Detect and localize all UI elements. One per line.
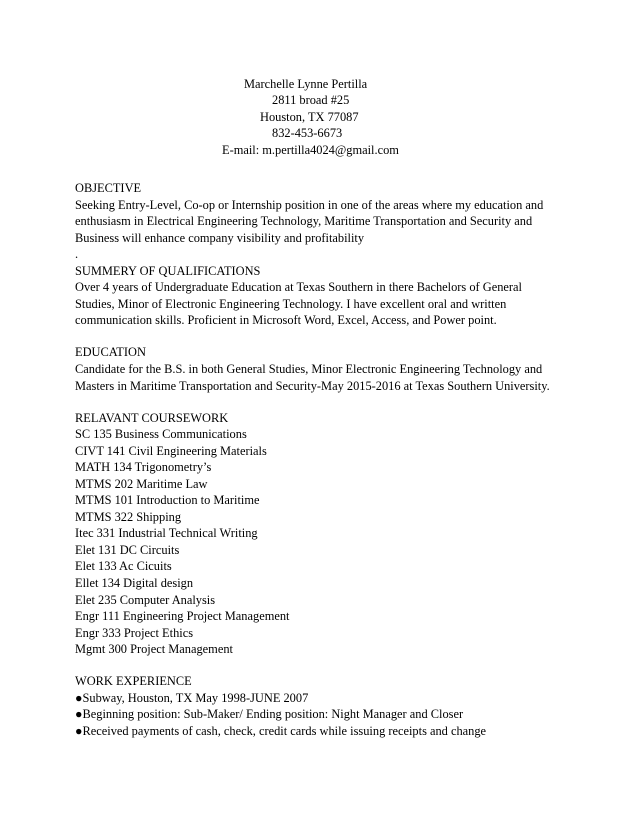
work-item: ●Received payments of cash, check, credit cards while issuing receipts and change [75, 723, 487, 738]
summary-line: Over 4 years of Undergraduate Education at Texas Southern in there Bachelors of General [75, 280, 522, 295]
work-item: ●Subway, Houston, TX May 1998-JUNE 2007 [75, 690, 309, 705]
summary-line: communication skills. Proficient in Microsoft Word, Excel, Access, and Power point. [75, 313, 497, 328]
summary-section [75, 263, 565, 329]
work-item: ●Beginning position: Sub-Maker/ Ending position: Night Manager and Closer [75, 707, 464, 722]
education-line: Candidate for the B.S. in both General Studies, Minor Electronic Engineering Technology and [75, 361, 543, 376]
education-section [75, 344, 565, 394]
coursework-section [75, 410, 565, 658]
resume-body [75, 180, 565, 739]
section-heading: OBJECTIVE [75, 181, 142, 195]
course-item: Ellet 134 Digital design [75, 576, 194, 591]
section-spacer [75, 658, 565, 674]
applicant-name: Marchelle Lynne Pertilla [244, 77, 368, 91]
section-spacer [75, 394, 565, 410]
objective-line: Business will enhance company visibility and profitability [75, 230, 365, 245]
objective-section [75, 180, 565, 263]
course-item: MTMS 202 Maritime Law [75, 476, 208, 491]
section-heading: WORK EXPERIENCE [75, 674, 192, 689]
objective-line: Seeking Entry-Level, Co-op or Internship position in one of the areas where my education and [75, 197, 544, 212]
objective-line: . [75, 247, 79, 262]
course-item: Engr 333 Project Ethics [75, 625, 194, 640]
phone-number: 832-453-6673 [272, 126, 343, 140]
course-item: Itec 331 Industrial Technical Writing [75, 526, 258, 541]
course-item: Elet 133 Ac Cicuits [75, 559, 172, 574]
course-item: Elet 235 Computer Analysis [75, 592, 216, 607]
city-state-zip: Houston, TX 77087 [260, 109, 359, 124]
course-item: CIVT 141 Civil Engineering Materials [75, 443, 267, 458]
course-item: SC 135 Business Communications [75, 427, 247, 442]
street-address: 2811 broad #25 [272, 93, 350, 107]
course-item: MATH 134 Trigonometry’s [75, 460, 212, 475]
education-line: Masters in Maritime Transportation and Security-May 2015-2016 at Texas Southern University. [75, 378, 550, 393]
objective-line: enthusiasm in Electrical Engineering Technology, Maritime Transportation and Security and [75, 214, 533, 229]
course-item: Elet 131 DC Circuits [75, 542, 180, 557]
section-heading: SUMMERY OF QUALIFICATIONS [75, 263, 261, 278]
course-item: MTMS 322 Shipping [75, 509, 182, 524]
course-item: MTMS 101 Introduction to Maritime [75, 493, 260, 508]
email-address: E-mail: m.pertilla4024@gmail.com [222, 142, 399, 157]
course-item: Mgmt 300 Project Management [75, 642, 233, 657]
summary-line: Studies, Minor of Electronic Engineering Technology. I have excellent oral and written [75, 296, 507, 311]
course-item: Engr 111 Engineering Project Management [75, 609, 290, 624]
section-heading: RELAVANT COURSEWORK [75, 410, 229, 425]
section-spacer [75, 329, 565, 345]
work-experience-section [75, 673, 565, 739]
section-heading: EDUCATION [75, 345, 146, 360]
